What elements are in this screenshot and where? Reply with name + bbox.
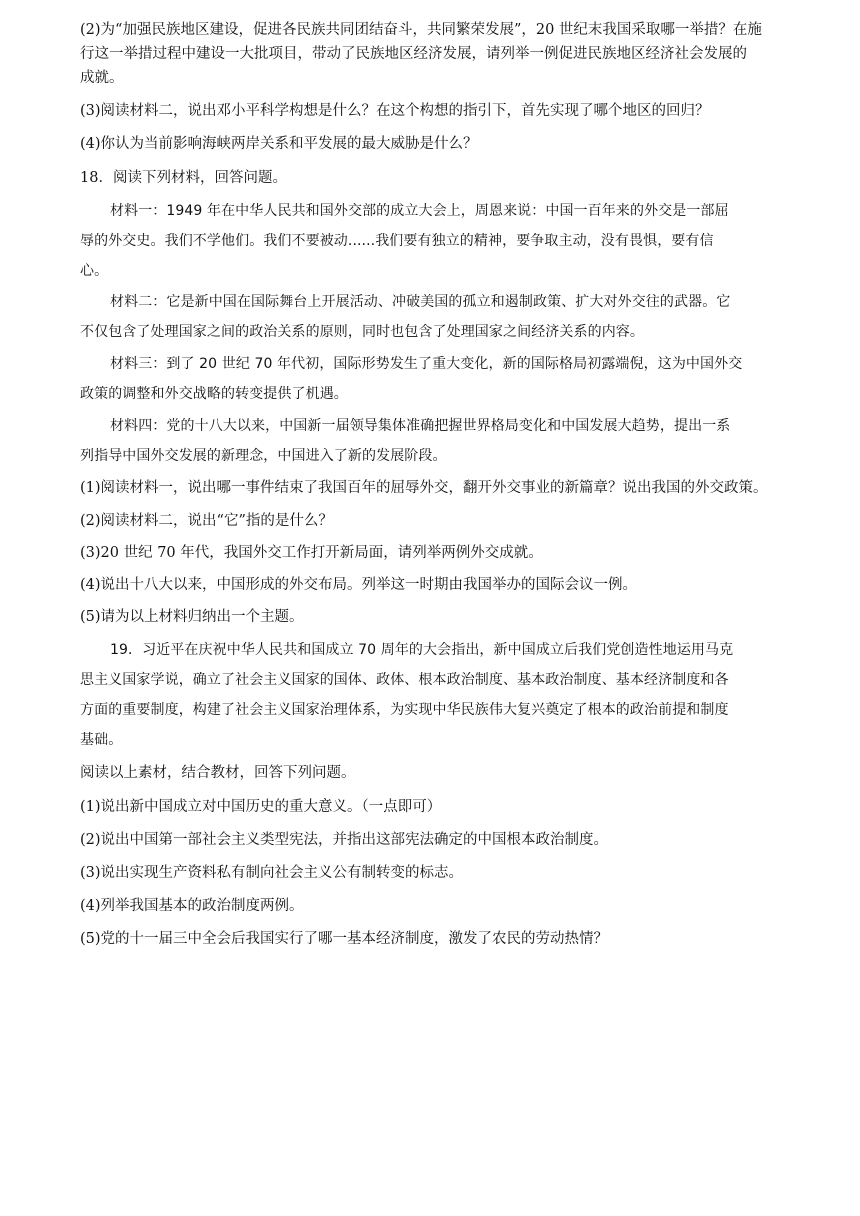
- question-18-part-4: (4)说出十八大以来，中国形成的外交布局。列举这一时期由我国举办的国际会议一例。: [80, 577, 638, 593]
- material-two-line-1: 材料二：它是新中国在国际舞台上开展活动、冲破美国的孤立和遏制政策、扩大对外交往的武器。它: [110, 294, 731, 310]
- question-19-intro-line-2: 思主义国家学说，确立了社会主义国家的国体、政体、根本政治制度、基本政治制度、基本经济制度和各: [80, 672, 729, 688]
- material-one-line-3: 心。: [80, 263, 109, 279]
- question-18-heading: 18．阅读下列材料，回答问题。: [80, 170, 287, 186]
- material-four-line-2: 列指导中国外交发展的新理念，中国进入了新的发展阶段。: [80, 448, 447, 464]
- question-19-part-1: (1)说出新中国成立对中国历史的重大意义。（一点即可）: [80, 799, 442, 815]
- question-19-part-4: (4)列举我国基本的政治制度两例。: [80, 898, 304, 914]
- material-one-line-2: 辱的外交史。我们不学他们。我们不要被动......我们要有独立的精神，要争取主动，没有畏惧，要有信: [80, 233, 714, 249]
- question-18-part-3: (3)20 世纪 70 年代，我国外交工作打开新局面，请列举两例外交成就。: [80, 545, 543, 561]
- question-19-part-5: (5)党的十一届三中全会后我国实行了哪一基本经济制度，激发了农民的劳动热情？: [80, 931, 609, 947]
- question-17-part-4: (4)你认为当前影响海峡两岸关系和平发展的最大威胁是什么？: [80, 136, 478, 152]
- material-two-line-2: 不仅包含了处理国家之间的政治关系的原则，同时也包含了处理国家之间经济关系的内容。: [80, 324, 644, 340]
- question-19-intro-line-1: 19．习近平在庆祝中华人民共和国成立 70 周年的大会指出，新中国成立后我们党创造性地运用马克: [110, 642, 734, 658]
- question-18-part-2: (2)阅读材料二，说出“它”指的是什么？: [80, 513, 333, 529]
- material-three-line-1: 材料三：到了 20 世纪 70 年代初，国际形势发生了重大变化，新的国际格局初露端倪，这为中国外交: [110, 356, 743, 372]
- material-three-line-2: 政策的调整和外交战略的转变提供了机遇。: [80, 386, 348, 402]
- question-19-intro-line-4: 基础。: [80, 732, 123, 748]
- material-one-line-1: 材料一：1949 年在中华人民共和国外交部的成立大会上，周恩来说：中国一百年来的外交是一部屈: [110, 203, 729, 219]
- question-18-part-1: (1)阅读材料一，说出哪一事件结束了我国百年的屈辱外交，翻开外交事业的新篇章？说出我国的外交政策。: [80, 480, 768, 496]
- question-19-intro-line-3: 方面的重要制度，构建了社会主义国家治理体系，为实现中华民族伟大复兴奠定了根本的政治前提和制度: [80, 702, 729, 718]
- question-19-part-3: (3)说出实现生产资料私有制向社会主义公有制转变的标志。: [80, 865, 464, 881]
- question-19-instruction: 阅读以上素材，结合教材，回答下列问题。: [80, 765, 356, 781]
- question-17-part-2-line-2: 行这一举措过程中建设一大批项目，带动了民族地区经济发展，请列举一例促进民族地区经济社会发展的: [80, 46, 747, 62]
- question-19-part-2: (2)说出中国第一部社会主义类型宪法，并指出这部宪法确定的中国根本政治制度。: [80, 832, 609, 848]
- question-17-part-2-line-1: (2)为“加强民族地区建设，促进各民族共同团结奋斗，共同繁荣发展”，20 世纪末我国采取哪一举措？在施: [80, 22, 762, 38]
- question-18-part-5: (5)请为以上材料归纳出一个主题。: [80, 609, 304, 625]
- material-four-line-1: 材料四：党的十八大以来，中国新一届领导集体准确把握世界格局变化和中国发展大趋势，提出一系: [110, 418, 731, 434]
- question-17-part-3: (3)阅读材料二，说出邓小平科学构想是什么？在这个构想的指引下，首先实现了哪个地区的回归？: [80, 103, 710, 119]
- question-17-part-2-line-3: 成就。: [80, 70, 124, 86]
